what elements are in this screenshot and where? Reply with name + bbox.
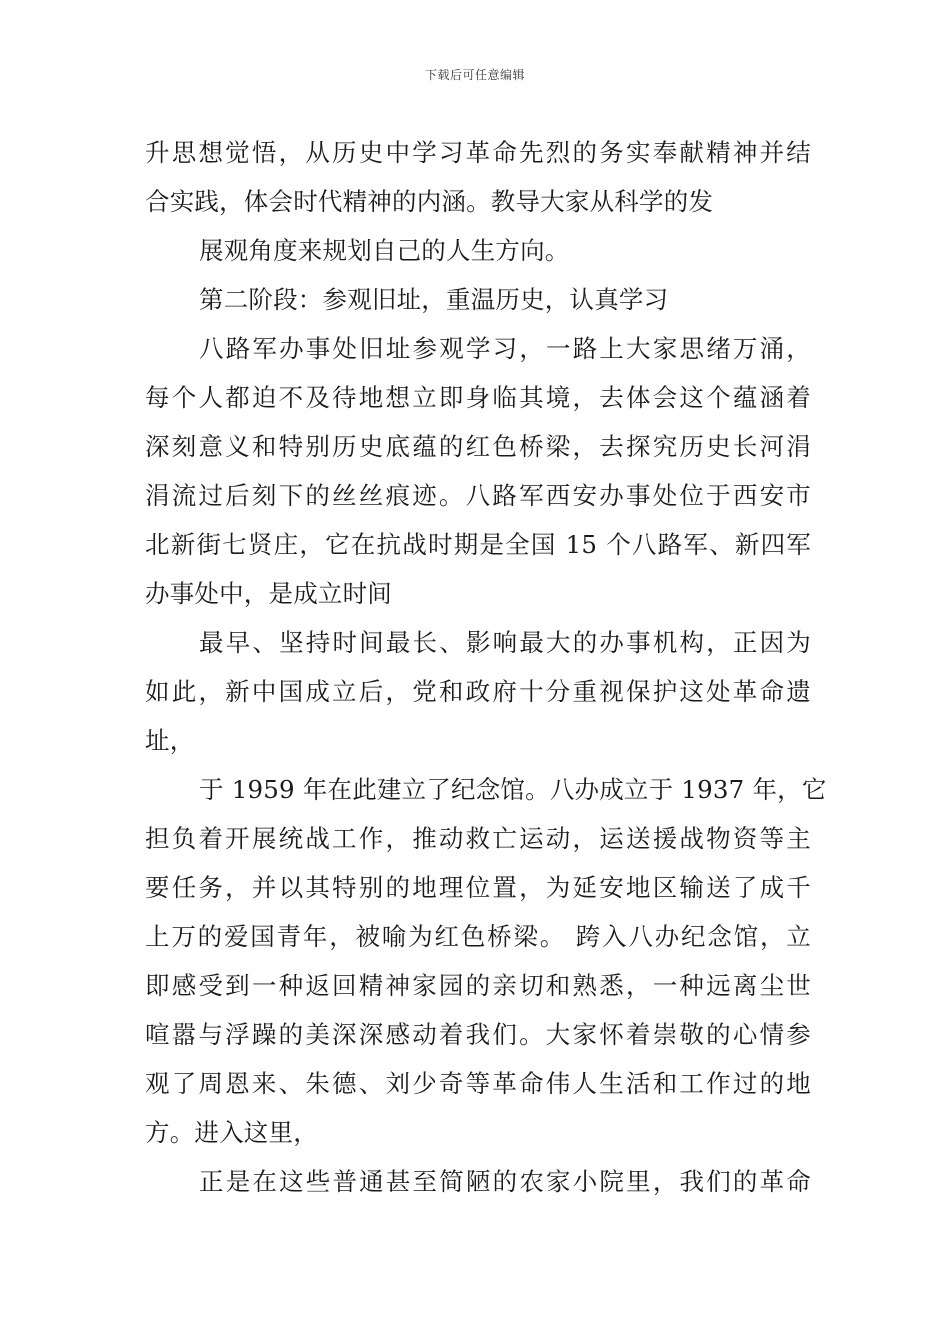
document-body [145, 128, 827, 1206]
text-line: 合实践，体会时代精神的内涵。教导大家从科学的发 [145, 187, 714, 216]
text-line: 深刻意义和特别历史底蕴的红色桥梁，去探究历史长河涓 [145, 432, 811, 461]
text-line: 北新街七贤庄，它在抗战时期是全国 15 个八路军、新四军 [145, 530, 811, 559]
text-line: 最早、坚持时间最长、影响最大的办事机构，正因为 [199, 628, 811, 657]
text-line: 八路军办事处旧址参观学习，一路上大家思绪万涌， [199, 334, 811, 363]
text-line: 办事处中，是成立时间 [145, 579, 392, 608]
text-line: 每个人都迫不及待地想立即身临其境，去体会这个蕴涵着 [145, 383, 811, 412]
text-line: 喧嚣与浮躁的美深深感动着我们。大家怀着崇敬的心情参 [145, 1020, 811, 1049]
text-line: 即感受到一种返回精神家园的亲切和熟悉，一种远离尘世 [145, 971, 811, 1000]
text-line: 址， [145, 726, 195, 755]
page-header-note: 下载后可任意编辑 [424, 68, 525, 82]
text-line: 于 1959 年在此建立了纪念馆。八办成立于 1937 年，它 [199, 775, 827, 804]
text-line: 方。进入这里， [145, 1118, 318, 1147]
section-heading: 第二阶段：参观旧址，重温历史，认真学习 [199, 285, 669, 314]
text-line: 如此，新中国成立后，党和政府十分重视保护这处革命遗 [145, 677, 811, 706]
text-line: 要任务，并以其特别的地理位置，为延安地区输送了成千 [145, 873, 811, 902]
text-line: 涓流过后刻下的丝丝痕迹。八路军西安办事处位于西安市 [145, 481, 811, 510]
text-line: 观了周恩来、朱德、刘少奇等革命伟人生活和工作过的地 [145, 1069, 811, 1098]
text-line: 正是在这些普通甚至简陋的农家小院里，我们的革命 [199, 1167, 811, 1196]
text-line: 升思想觉悟，从历史中学习革命先烈的务实奉献精神并结 [145, 138, 811, 167]
text-line: 上万的爱国青年，被喻为红色桥梁。 跨入八办纪念馆，立 [145, 922, 811, 951]
text-line: 展观角度来规划自己的人生方向。 [199, 236, 570, 265]
text-line: 担负着开展统战工作，推动救亡运动，运送援战物资等主 [145, 824, 811, 853]
